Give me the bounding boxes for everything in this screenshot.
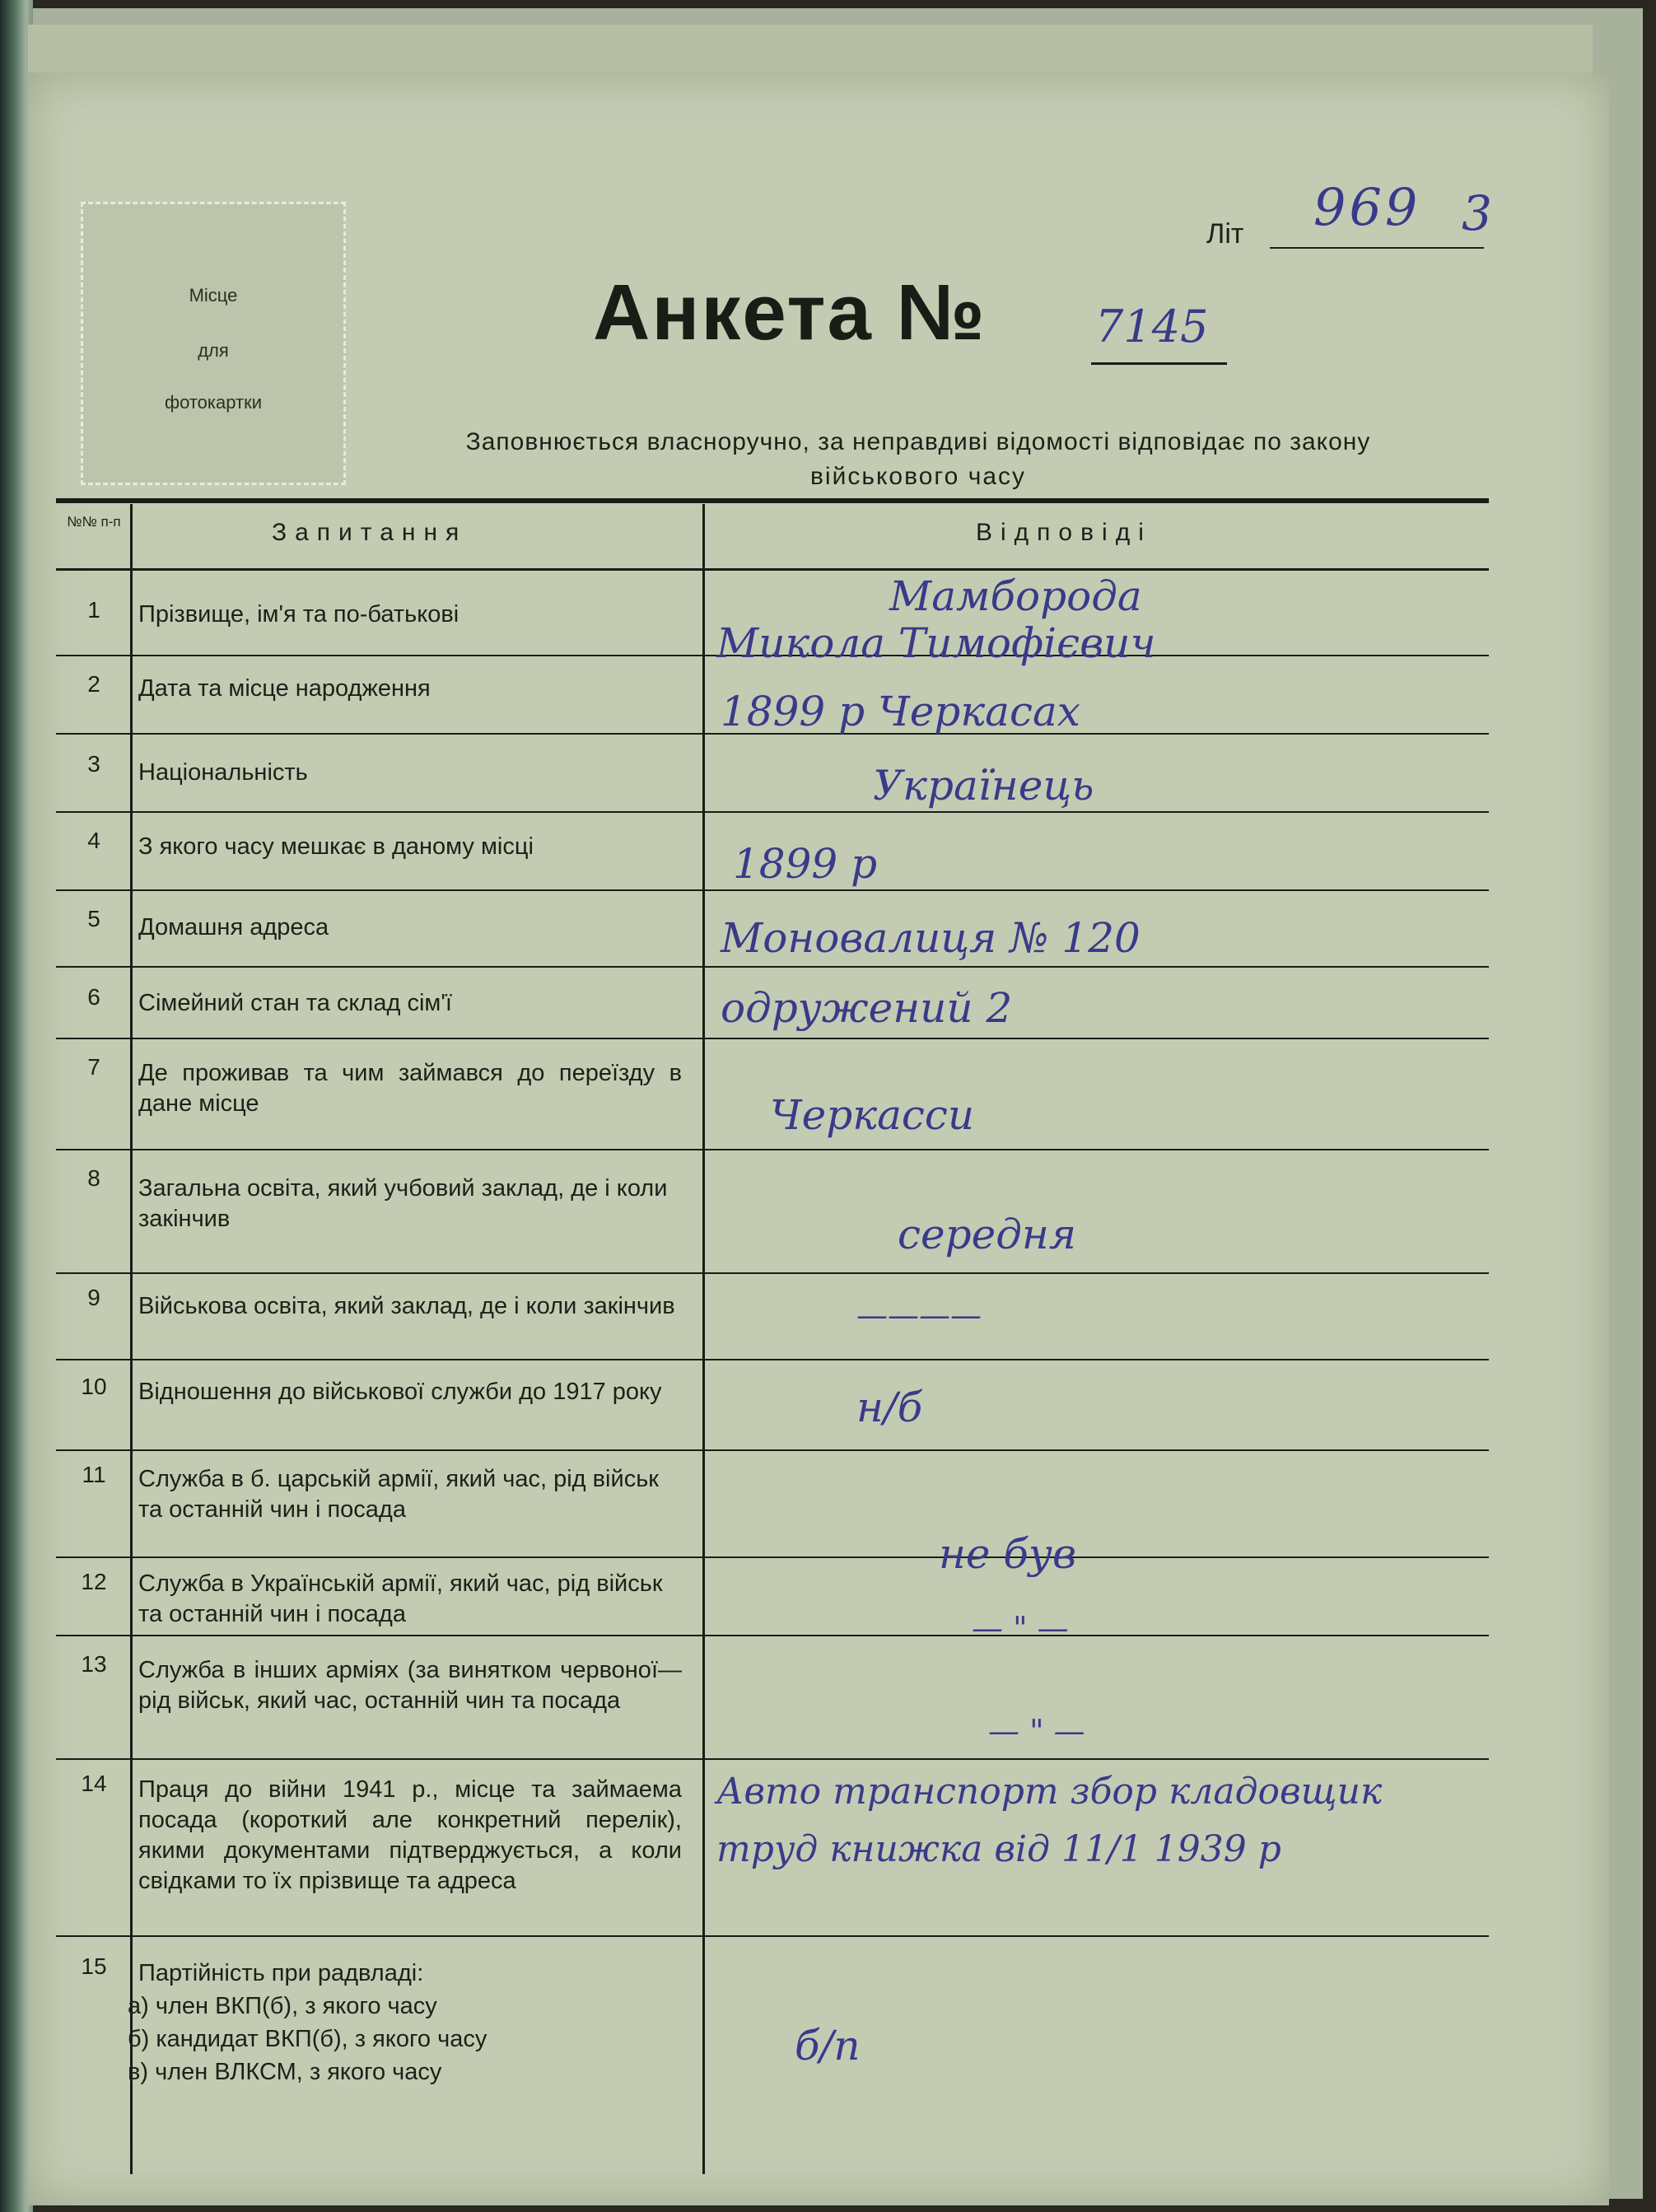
answer-text: н/б	[856, 1384, 923, 1431]
question-text: Військова освіта, який заклад, де і коли закінчив	[138, 1293, 675, 1319]
lit-label: Літ	[1206, 218, 1244, 250]
row-number: 12	[81, 1569, 107, 1594]
row-divider	[56, 1935, 1489, 1937]
lit-underline	[1270, 247, 1484, 249]
question-text: Сімейний стан та склад сім'ї	[138, 990, 452, 1016]
row-number: 8	[87, 1165, 100, 1191]
question-text: Служба в б. царській армії, який час, рід військ та останній чин і посада	[138, 1466, 659, 1523]
row-divider	[56, 1635, 1489, 1636]
question-text: Праця до війни 1941 р., місце та займаема посада (короткий але конкретний перелік), якими документами підтверджується, а коли свідками то їх прізвище та адреса	[138, 1776, 682, 1894]
col-header-answer: Відповіді	[976, 519, 1152, 546]
question-subitem: а) член ВКП(б), з якого часу	[128, 1993, 437, 2019]
subtitle-line1: Заповнюється власноручно, за неправдиві відомості відповідає по закону	[465, 428, 1371, 455]
row-number: 10	[81, 1374, 107, 1399]
col-header-number: №№ п-п	[67, 514, 121, 530]
column-divider-answer	[702, 504, 705, 2174]
lit-suffix: 3	[1462, 185, 1492, 241]
row-number: 1	[87, 597, 100, 623]
row-divider	[56, 811, 1489, 813]
row-number: 7	[87, 1054, 100, 1080]
question-text: Домашня адреса	[138, 914, 329, 940]
answer-text: Микола Тимофієвич	[716, 619, 1156, 667]
row-number: 13	[81, 1651, 107, 1677]
row-divider	[56, 1359, 1489, 1360]
form-number-underline	[1091, 362, 1227, 365]
answer-text: Моновалиця № 120	[721, 914, 1141, 962]
answer-text: Черкасси	[770, 1091, 975, 1139]
row-divider	[56, 1758, 1489, 1760]
photo-placeholder	[81, 202, 346, 485]
question-text: З якого часу мешкає в даному місці	[138, 833, 534, 860]
row-divider	[56, 1038, 1489, 1039]
row-divider	[56, 1556, 1489, 1558]
answer-text: — " —	[988, 1713, 1085, 1749]
question-subitem: в) член ВЛКСМ, з якого часу	[128, 2059, 442, 2085]
col-header-question: Запитання	[272, 519, 468, 546]
row-divider	[56, 1272, 1489, 1274]
answer-text: середня	[898, 1211, 1076, 1258]
row-number: 4	[87, 828, 100, 853]
photo-label-line2: для	[198, 340, 229, 361]
table-top-rule	[56, 498, 1489, 503]
row-number: 11	[82, 1462, 106, 1487]
answer-text: Авто транспорт збор кладовщик	[716, 1771, 1383, 1813]
answer-text: ————	[856, 1297, 982, 1333]
row-divider	[56, 1449, 1489, 1451]
row-divider	[56, 1149, 1489, 1150]
answer-text: не був	[939, 1530, 1077, 1578]
row-number: 2	[87, 671, 100, 697]
question-text: Прізвище, ім'я та по-батькові	[138, 601, 459, 628]
answer-text: Українець	[873, 762, 1094, 810]
answer-text: одружений 2	[721, 984, 1013, 1032]
row-divider	[56, 889, 1489, 891]
row-number: 6	[87, 984, 100, 1010]
question-text: Служба в Українській армії, який час, рід військ та останній чин і посада	[138, 1570, 663, 1627]
photo-label-line1: Місце	[189, 285, 238, 306]
answer-text: 1899 р	[733, 840, 878, 888]
question-text: Національність	[138, 759, 308, 786]
question-text: Загальна освіта, який учбовий заклад, де і коли закінчив	[138, 1175, 668, 1232]
answer-text: Мамборода	[889, 572, 1142, 620]
row-divider	[56, 966, 1489, 968]
header-bottom-rule	[56, 568, 1489, 571]
question-text: Служба в інших арміях (за винятком червоної—рід військ, який час, останній чин та посада	[138, 1657, 682, 1714]
row-number: 3	[87, 751, 100, 777]
photo-label-line3: фотокартки	[164, 392, 262, 413]
row-number: 5	[87, 906, 100, 931]
form-title: Анкета №	[593, 268, 987, 357]
lit-number: 969	[1313, 177, 1421, 237]
column-divider-number	[130, 504, 133, 2174]
question-text: Партійність при радвладі:	[138, 1960, 424, 1986]
row-number: 15	[81, 1953, 107, 1979]
answer-text: 1899 р Черкасах	[721, 688, 1080, 735]
question-text: Відношення до військової служби до 1917 року	[138, 1379, 662, 1405]
question-text: Де проживав та чим займався до переїзду в дане місце	[138, 1060, 682, 1117]
form-number: 7145	[1095, 301, 1209, 352]
subtitle-line2: військового часу	[809, 463, 1027, 490]
answer-text: — " —	[972, 1610, 1069, 1646]
answer-text: труд книжка від 11/1 1939 р	[716, 1828, 1281, 1870]
question-subitem: б) кандидат ВКП(б), з якого часу	[128, 2026, 487, 2052]
row-number: 14	[81, 1771, 107, 1796]
row-number: 9	[87, 1285, 100, 1310]
question-text: Дата та місце народження	[138, 675, 431, 702]
answer-text: б/п	[795, 2022, 861, 2070]
